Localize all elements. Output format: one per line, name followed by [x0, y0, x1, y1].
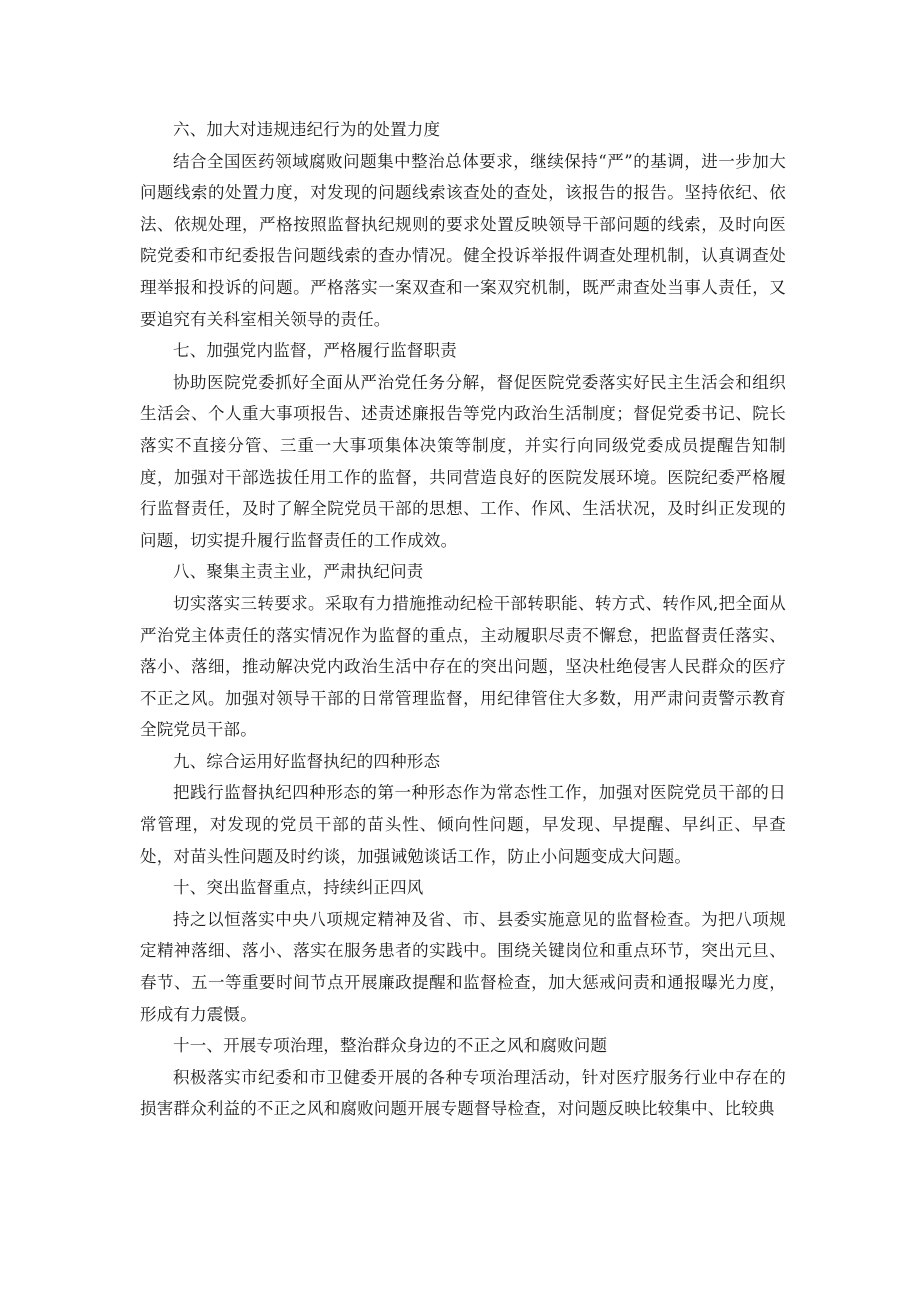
section-heading-11: 十一、开展专项治理，整治群众身边的不正之风和腐败问题 — [173, 1036, 608, 1056]
section-body-6: 结合全国医药领域腐败问题集中整治总体要求，继续保持“严”的基调，进一步加大问题线索的处置力度，对发现的问题线索该查处的查处，该报告的报告。坚持依纪、依法、依规处理，严格按照监督执纪规则的要求处置反映领导干部问题的线索，及时向医院党委和市纪委报告问题线索的查办情况。健全投诉举报件调查处理机制，认真调查处理举报和投诉的问题。严格落实一案双查和一案双究机制，既严肃查处当事人责任，又要追究有关科室相关领导的责任。 — [140, 151, 786, 329]
section-heading-8: 八、聚集主责主业，严肃执纪问责 — [173, 562, 424, 582]
section-heading-7: 七、加强党内监督，严格履行监督职责 — [173, 341, 457, 361]
section-heading-10: 十、突出监督重点，持续纠正四风 — [173, 878, 424, 898]
section-body-10: 持之以恒落实中央八项规定精神及省、市、县委实施意见的监督检查。为把八项规定精神落细、落小、落实在服务患者的实践中。围绕关键岗位和重点环节，突出元旦、春节、五一等重要时间节点开展廉政提醒和监督检查，加大惩戒问责和通报曝光力度，形成有力震慑。 — [140, 909, 786, 1024]
section-body-11: 积极落实市纪委和市卫健委开展的各种专项治理活动，针对医疗服务行业中存在的损害群众利益的不正之风和腐败问题开展专题督导检查，对问题反映比较集中、比较典 — [140, 1067, 786, 1119]
section-heading-6: 六、加大对违规违纪行为的处置力度 — [173, 120, 441, 139]
section-body-8: 切实落实三转要求。采取有力措施推动纪检干部转职能、转方式、转作风,把全面从严治党主体责任的落实情况作为监督的重点，主动履职尽责不懈怠，把监督责任落实、落小、落细，推动解决党内政治生活中存在的突出问题，坚决杜绝侵害人民群众的医疗不正之风。加强对领导干部的日常管理监督，用纪律管住大多数，用严肃问责警示教育全院党员干部。 — [140, 593, 786, 740]
section-body-7: 协助医院党委抓好全面从严治党任务分解，督促医院党委落实好民主生活会和组织生活会、个人重大事项报告、述责述廉报告等党内政治生活制度；督促党委书记、院长落实不直接分管、三重一大事项集体决策等制度，并实行向同级党委成员提醒告知制度，加强对干部选拔任用工作的监督，共同营造良好的医院发展环境。医院纪委严格履行监督责任，及时了解全院党员干部的思想、工作、作风、生活状况，及时纠正发现的问题，切实提升履行监督责任的工作成效。 — [140, 372, 786, 550]
document-page — [140, 114, 786, 1125]
section-heading-9: 九、综合运用好监督执纪的四种形态 — [173, 751, 441, 771]
section-body-9: 把践行监督执纪四种形态的第一种形态作为常态性工作，加强对医院党员干部的日常管理，对发现的党员干部的苗头性、倾向性问题，早发现、早提醒、早纠正、早查处，对苗头性问题及时约谈，加强诫勉谈话工作，防止小问题变成大问题。 — [140, 783, 786, 866]
